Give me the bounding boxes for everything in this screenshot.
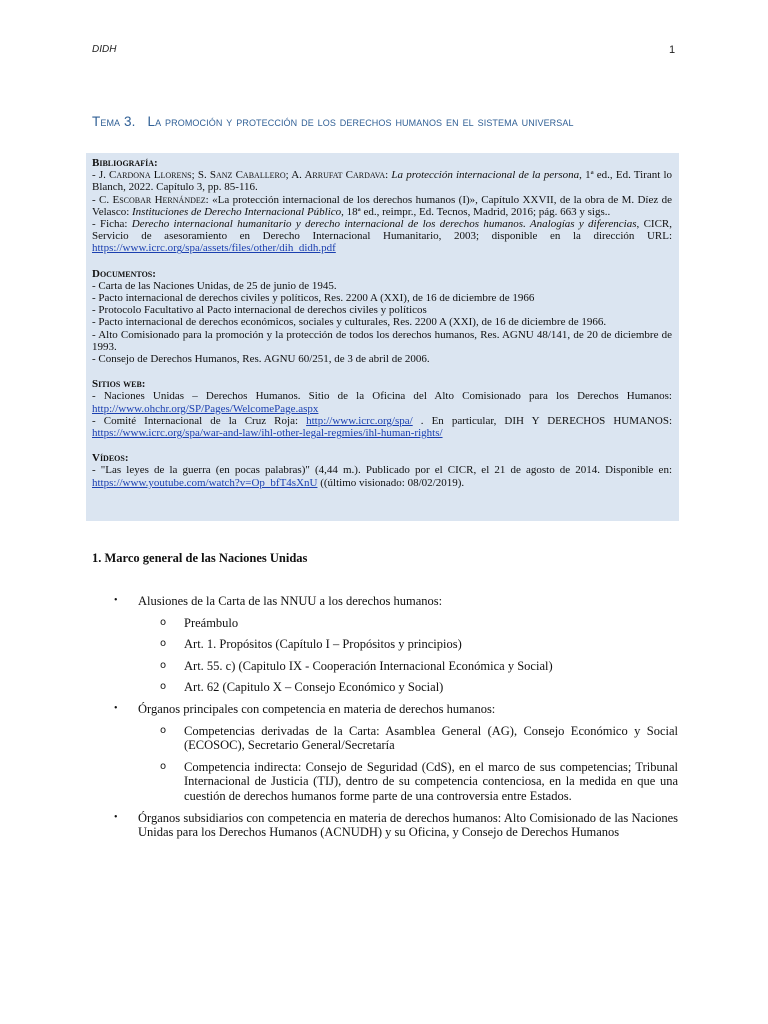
document-item: - Alto Comisionado para la promoción y la protección de todos los derechos humanos, Res. AGNU 48/141, de 20 de diciembre de 1993.	[92, 328, 672, 353]
bullet-icon: •	[114, 595, 118, 606]
list-item	[92, 811, 678, 840]
sub-list-item	[92, 637, 678, 652]
bibliography-item	[92, 194, 672, 218]
list-item-text: Órganos principales con competencia en materia de derechos humanos:	[138, 701, 496, 716]
sub-item-text: Competencias derivadas de la Carta: Asamblea General (AG), Consejo Económico y Social (ECOSOC), Secretario General/Secretaría	[184, 723, 678, 753]
topic-title: La promoción y protección de los derechos humanos en el sistema universal	[147, 114, 574, 129]
bibliography-item	[92, 169, 672, 193]
bib-link[interactable]: https://www.icrc.org/spa/assets/files/other/dih_didh.pdf	[92, 242, 336, 255]
videos-section	[92, 452, 672, 489]
icrc-ihl-link[interactable]: https://www.icrc.org/spa/war-and-law/ihl-other-legal-regmies/ihl-human-rights/	[92, 427, 443, 440]
bib-authors: - J. Cardona Llorens; S. Sanz Caballero; A. Arrufat Cardava:	[92, 169, 392, 182]
bullet-icon: •	[114, 811, 118, 823]
sub-list-item	[92, 760, 678, 804]
bib-authors: - Ficha:	[92, 218, 132, 231]
website-text: - Naciones Unidas – Derechos Humanos. Sitio de la Oficina del Alto Comisionado para los Derechos Humanos:	[92, 390, 672, 403]
bib-details: , CICR, Servicio de asesoramiento en Derecho Internacional Humanitario, 2003; disponible en la dirección URL:	[92, 218, 672, 243]
bib-authors: - C. Escobar Hernández:	[92, 193, 213, 206]
page-title	[92, 114, 692, 129]
websites-heading: Sitios web:	[92, 378, 146, 391]
websites-section	[92, 378, 672, 439]
document-item: - Pacto internacional de derechos civiles y políticos, Res. 2200 A (XXI), de 16 de diciembre de 1966	[92, 292, 535, 305]
sub-list-item	[92, 724, 678, 753]
icrc-link[interactable]: http://www.icrc.org/spa/	[306, 414, 413, 427]
list-item	[92, 702, 678, 717]
sub-item-text: Art. 62 (Capitulo X – Consejo Económico y Social)	[184, 680, 444, 695]
bib-details: , 1ª ed., Ed. Tirant lo Blanch, 2022. Capítulo 3, pp. 85-116.	[92, 169, 673, 194]
sub-list-item	[92, 659, 678, 674]
bib-details: , 18ª ed., reimpr., Ed. Tecnos, Madrid, 2016; pág. 663 y sigs..	[341, 205, 611, 218]
bibliography-section	[92, 157, 672, 255]
bibliography-heading: Bibliografía:	[92, 157, 158, 169]
documents-section	[92, 268, 672, 366]
website-item	[92, 390, 672, 414]
document-item: - Consejo de Derechos Humanos, Res. AGNU 60/251, de 3 de abril de 2006.	[92, 353, 430, 366]
video-item	[92, 464, 672, 488]
youtube-link[interactable]: https://www.youtube.com/watch?v=Op_bfT4sXnU	[92, 476, 318, 489]
website-text: . En particular, DIH Y DERECHOS HUMANOS:	[412, 414, 672, 427]
website-item	[92, 415, 672, 439]
bib-title: Instituciones de Derecho Internacional Público	[132, 205, 342, 218]
list-item-text: Alusiones de la Carta de las NNUU a los derechos humanos:	[138, 594, 443, 608]
bullet-icon: •	[114, 702, 118, 714]
bib-chapter: «La protección internacional de los derechos humanos (I)», Capítulo XXVII, de la obra de M. Díez de Velasco:	[92, 193, 672, 218]
circle-bullet-icon: o	[160, 681, 167, 693]
section-heading: 1. Marco general de las Naciones Unidas	[92, 551, 308, 565]
video-text: ((último visionado: 08/02/2019).	[317, 476, 465, 489]
sub-item-text: Art. 1. Propósitos (Capítulo I – Propósitos y principios)	[184, 637, 462, 652]
sub-list-item	[92, 616, 678, 631]
circle-bullet-icon: o	[160, 760, 167, 772]
sub-list-item	[92, 680, 678, 695]
circle-bullet-icon: o	[160, 616, 167, 628]
bibliography-box	[86, 153, 679, 521]
topic-number: Tema 3.	[92, 114, 136, 129]
bullet-list	[92, 594, 678, 847]
bib-title: La protección internacional de la persona	[391, 169, 580, 182]
circle-bullet-icon: o	[160, 659, 167, 671]
circle-bullet-icon: o	[160, 638, 167, 650]
sub-item-text: Competencia indirecta: Consejo de Seguridad (CdS), en el marco de sus competencias; Tribunal Internacional de Justicia (TIJ), dentro de su competencia contenciosa, en la medida en que una cuestión de derechos humanos forme parte de una controversia entre Estados.	[184, 759, 678, 803]
circle-bullet-icon: o	[160, 724, 167, 736]
sub-item-text: Preámbulo	[184, 615, 239, 630]
running-header: DIDH	[92, 44, 117, 55]
bib-title: Derecho internacional humanitario y derecho internacional de los derechos humanos. Analogías y diferencias	[131, 218, 637, 231]
sub-item-text: Art. 55. c) (Capitulo IX - Cooperación Internacional Económica y Social)	[184, 658, 553, 673]
bibliography-item	[92, 218, 672, 255]
document-item: - Pacto internacional de derechos económicos, sociales y culturales, Res. 2200 A (XXI), de 16 de diciembre de 1966.	[92, 316, 607, 329]
document-item: - Carta de las Naciones Unidas, de 25 de junio de 1945.	[92, 279, 337, 292]
ohchr-link[interactable]: http://www.ohchr.org/SP/Pages/WelcomePage.aspx	[92, 402, 319, 415]
videos-heading: Vídeos:	[92, 452, 129, 465]
video-text: - "Las leyes de la guerra (en pocas palabras)" (4,44 m.). Publicado por el CICR, el 21 de agosto de 2014. Disponible en:	[92, 464, 672, 477]
website-text: - Comité Internacional de la Cruz Roja:	[92, 414, 307, 427]
documents-heading: Documentos:	[92, 267, 156, 280]
list-item-text: Órganos subsidiarios con competencia en materia de derechos humanos: Alto Comisionado de las Naciones Unidas para los Derechos Humanos (ACNUDH) y su Oficina, y Consejo de Derechos Humanos	[138, 810, 678, 840]
list-item	[92, 594, 678, 609]
document-item: - Protocolo Facultativo al Pacto internacional de derechos civiles y políticos	[92, 304, 427, 317]
page-number: 1	[669, 44, 676, 56]
